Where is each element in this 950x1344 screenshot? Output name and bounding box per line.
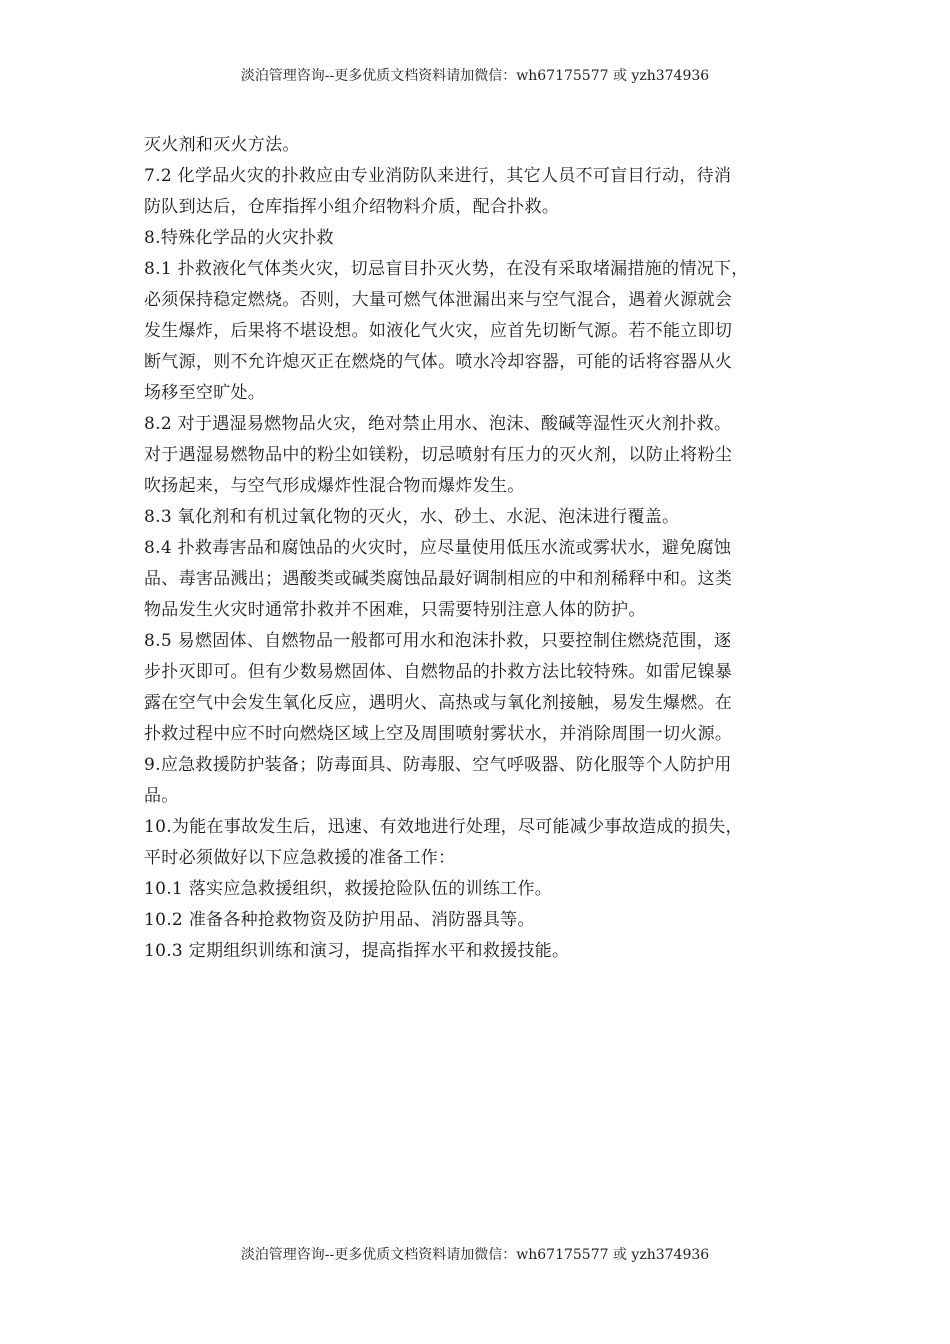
text-line: 9.应急救援防护装备；防毒面具、防毒服、空气呼吸器、防化服等个人防护用 (144, 755, 732, 775)
text-line: 步扑灭即可。但有少数易燃固体、自燃物品的扑救方法比较特殊。如雷尼镍暴 (144, 662, 733, 682)
text-line: 10.为能在事故发生后，迅速、有效地进行处理，尽可能减少事故造成的损失， (144, 817, 743, 837)
text-line: 10.2 准备各种抢救物资及防护用品、消防器具等。 (144, 910, 535, 930)
page-header: 淡泊管理咨询--更多优质文档资料请加微信：wh67175577 或 yzh374936 (240, 68, 710, 84)
text-line: 必须保持稳定燃烧。否则，大量可燃气体泄漏出来与空气混合，遇着火源就会 (144, 290, 733, 310)
text-line: 品。 (144, 786, 179, 806)
document-body (144, 130, 824, 967)
text-line: 8.2 对于遇湿易燃物品火灾，绝对禁止用水、泡沫、酸碱等湿性灭火剂扑救。 (144, 414, 732, 434)
text-line: 对于遇湿易燃物品中的粉尘如镁粉，切忌喷射有压力的灭火剂，以防止将粉尘 (144, 445, 733, 465)
text-line: 8.5 易燃固体、自燃物品一般都可用水和泡沫扑救，只要控制住燃烧范围，逐 (144, 631, 732, 651)
text-line: 露在空气中会发生氧化反应，遇明火、高热或与氧化剂接触，易发生爆燃。在 (144, 693, 733, 713)
text-line: 断气源，则不允许熄灭正在燃烧的气体。喷水冷却容器，可能的话将容器从火 (144, 352, 733, 372)
text-line: 8.1 扑救液化气体类火灾，切忌盲目扑灭火势，在没有采取堵漏措施的情况下， (144, 259, 749, 279)
text-line: 发生爆炸，后果将不堪设想。如液化气火灾，应首先切断气源。若不能立即切 (144, 321, 733, 341)
text-line: 8.3 氧化剂和有机过氧化物的灭火，水、砂土、水泥、泡沫进行覆盖。 (144, 507, 680, 527)
text-line: 扑救过程中应不时向燃烧区域上空及周围喷射雾状水，并消除周围一切火源。 (144, 724, 733, 744)
text-line: 10.3 定期组织训练和演习，提高指挥水平和救援技能。 (144, 941, 570, 961)
text-line: 吹扬起来，与空气形成爆炸性混合物而爆炸发生。 (144, 476, 525, 496)
text-line: 场移至空旷处。 (144, 383, 266, 403)
text-line: 灭火剂和灭火方法。 (144, 135, 300, 155)
page-footer: 淡泊管理咨询--更多优质文档资料请加微信：wh67175577 或 yzh374936 (240, 1247, 710, 1263)
text-line: 10.1 落实应急救援组织，救援抢险队伍的训练工作。 (144, 879, 553, 899)
text-line: 7.2 化学品火灾的扑救应由专业消防队来进行，其它人员不可盲目行动，待消 (144, 166, 732, 186)
text-line: 品、毒害品溅出；遇酸类或碱类腐蚀品最好调制相应的中和剂稀释中和。这类 (144, 569, 733, 589)
text-line: 8.4 扑救毒害品和腐蚀品的火灾时，应尽量使用低压水流或雾状水，避免腐蚀 (144, 538, 732, 558)
text-line: 物品发生火灾时通常扑救并不困难，只需要特别注意人体的防护。 (144, 600, 646, 620)
section-heading: 8.特殊化学品的火灾扑救 (144, 228, 334, 248)
text-line: 平时必须做好以下应急救援的准备工作： (144, 848, 456, 868)
text-line: 防队到达后，仓库指挥小组介绍物料介质，配合扑救。 (144, 197, 560, 217)
